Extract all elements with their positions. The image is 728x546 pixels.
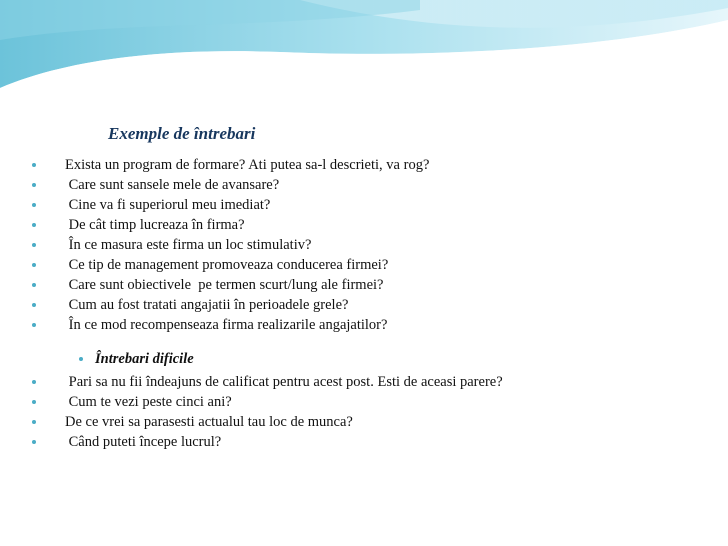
bullet-icon <box>32 283 36 287</box>
bullet-icon <box>32 163 36 167</box>
bullet-icon <box>79 357 83 361</box>
bullet-icon <box>32 303 36 307</box>
list-item: De cât timp lucreaza în firma? <box>65 217 245 233</box>
list-item: În ce masura este firma un loc stimulativ? <box>65 237 312 253</box>
list-item: Cine va fi superiorul meu imediat? <box>65 197 271 213</box>
list-item: Exista un program de formare? Ati putea sa-l descrieti, va rog? <box>65 157 430 173</box>
bullet-icon <box>32 323 36 327</box>
list-item: În ce mod recompenseaza firma realizarile angajatilor? <box>65 317 388 333</box>
bullet-icon <box>32 183 36 187</box>
header-wave-decoration <box>0 0 728 100</box>
list-item: Cum te vezi peste cinci ani? <box>65 394 232 410</box>
bullet-icon <box>32 420 36 424</box>
list-item: De ce vrei sa parasesti actualul tau loc de munca? <box>65 414 353 430</box>
list-item: Pari sa nu fii îndeajuns de calificat pentru acest post. Esti de aceasi parere? <box>65 374 503 390</box>
list-item: Când puteti începe lucrul? <box>65 434 222 450</box>
bullet-icon <box>32 203 36 207</box>
bullet-icon <box>32 400 36 404</box>
list-item: Care sunt obiectivele pe termen scurt/lung ale firmei? <box>65 277 384 293</box>
bullet-icon <box>32 440 36 444</box>
bullet-icon <box>32 223 36 227</box>
bullet-icon <box>32 263 36 267</box>
list-item: Care sunt sansele mele de avansare? <box>65 177 280 193</box>
bullet-icon <box>32 380 36 384</box>
bullet-icon <box>32 243 36 247</box>
list-item: Ce tip de management promoveaza conducerea firmei? <box>65 257 389 273</box>
list-item: Cum au fost tratati angajatii în perioadele grele? <box>65 297 349 313</box>
subheading: Întrebari dificile <box>95 351 194 367</box>
slide-title: Exemple de întrebari <box>108 124 256 143</box>
